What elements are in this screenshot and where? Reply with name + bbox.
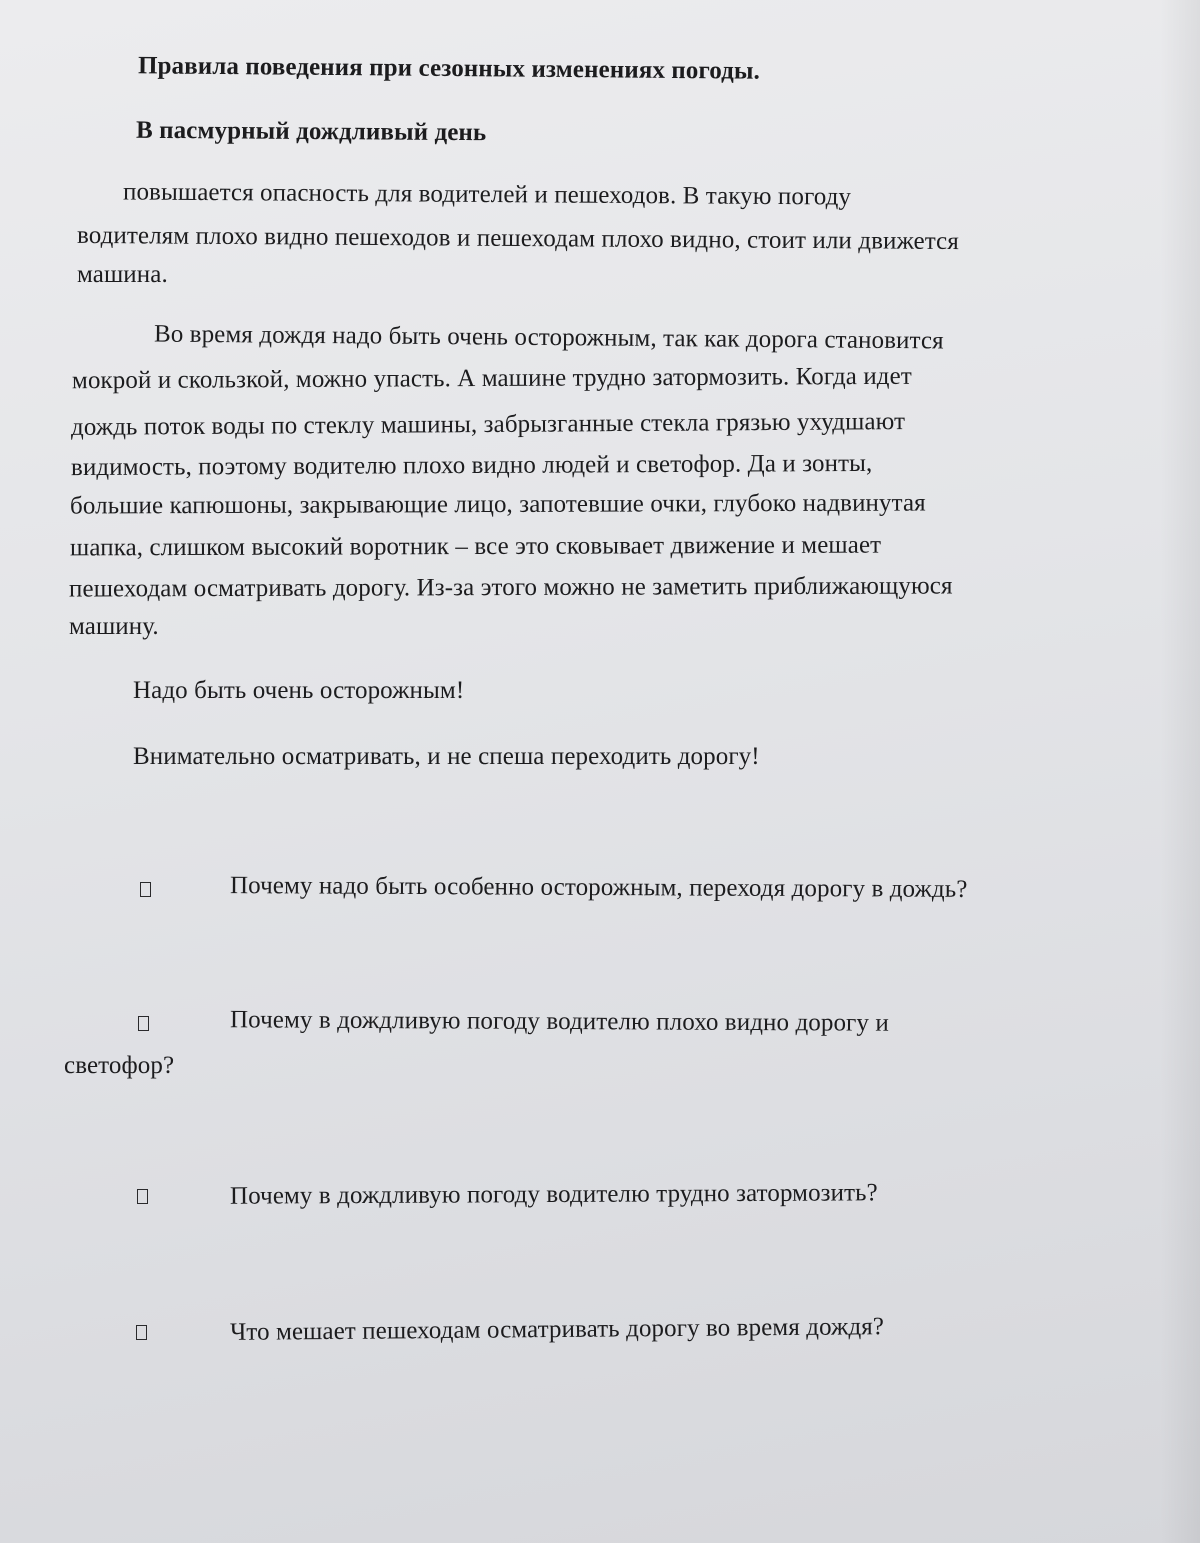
question-3: Почему в дождливую погоду водителю трудно затормозить? xyxy=(229,1179,878,1210)
question-2-line-2: светофор? xyxy=(64,1052,175,1079)
document-title: Правила поведения при сезонных изменениях погоды. xyxy=(137,52,761,85)
document-subtitle: В пасмурный дождливый день xyxy=(135,116,487,147)
paragraph-2-line-1: Во время дождя надо быть очень осторожным, так как дорога становится xyxy=(153,320,944,355)
question-3-checkbox xyxy=(137,1189,148,1204)
paragraph-2-line-3: дождь поток воды по стеклу машины, забрызганные стекла грязью ухудшают xyxy=(70,408,906,441)
paragraph-1-line-1: повышается опасность для водителей и пешеходов. В такую погоду xyxy=(122,178,852,211)
question-4: Что мешает пешеходам осматривать дорогу во время дождя? xyxy=(229,1313,885,1346)
paragraph-2-line-5: большие капюшоны, закрывающие лицо, запотевшие очки, глубоко надвинутая xyxy=(69,489,926,520)
paragraph-2-line-6: шапка, слишком высокий воротник – все это сковывает движение и мешает xyxy=(69,531,882,562)
paragraph-1-line-2: водителям плохо видно пешеходов и пешеходам плохо видно, стоит или движется xyxy=(76,221,959,256)
paragraph-1-line-3: машина. xyxy=(77,261,168,288)
paragraph-2-line-7: пешеходам осматривать дорогу. Из-за этого можно не заметить приближающуюся xyxy=(68,572,953,603)
question-1-checkbox xyxy=(140,882,151,897)
question-2-line-1: Почему в дождливую погоду водителю плохо видно дорогу и xyxy=(229,1006,889,1037)
warning-line-1: Надо быть очень осторожным! xyxy=(133,677,465,704)
question-1: Почему надо быть особенно осторожным, переходя дорогу в дождь? xyxy=(229,872,968,903)
paragraph-2-line-4: видимость, поэтому водителю плохо видно людей и светофор. Да и зонты, xyxy=(70,449,873,482)
paragraph-2-line-8: машину. xyxy=(69,613,159,640)
warning-line-2: Внимательно осматривать, и не спеша переходить дорогу! xyxy=(133,743,760,770)
paper-edge-shadow xyxy=(1160,0,1200,1543)
paragraph-2-line-2: мокрой и скользкой, можно упасть. А машине трудно затормозить. Когда идет xyxy=(71,362,912,395)
question-4-checkbox xyxy=(136,1325,147,1340)
question-2-checkbox xyxy=(138,1016,149,1031)
